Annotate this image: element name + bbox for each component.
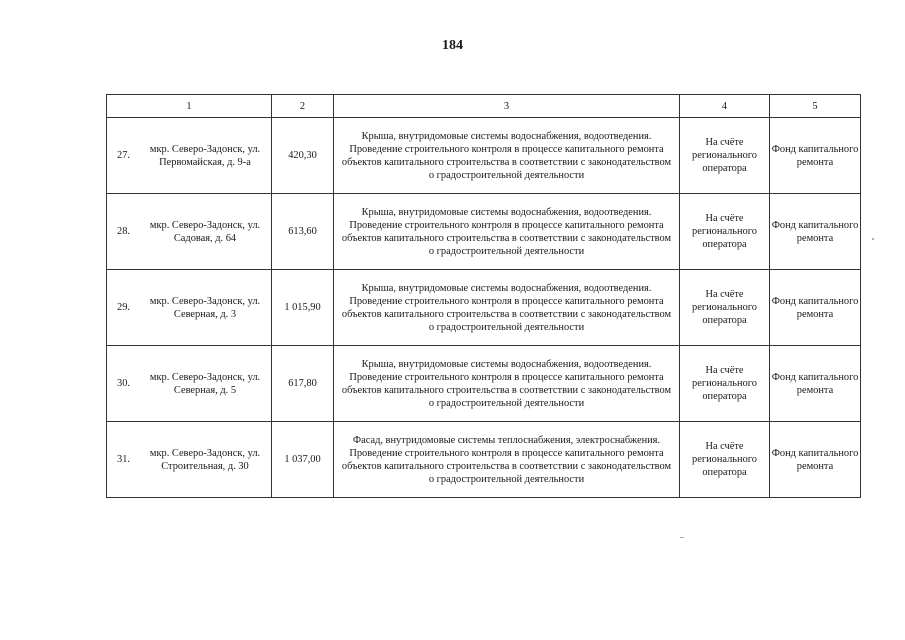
address: мкр. Северо-Задонск, ул. Строительная, д. 30 <box>149 447 261 472</box>
works-description: Крыша, внутридомовые системы водоснабжения, водоотведения. Проведение строительного контроля в процессе капитального ремонта объектов капитального строительства в соответствии с законодательством о градостроительной деятельности <box>334 270 680 346</box>
scan-speck <box>680 537 684 538</box>
row-number: 28. <box>117 226 130 237</box>
table-row <box>107 346 861 422</box>
address: мкр. Северо-Задонск, ул. Садовая, д. 64 <box>149 219 261 244</box>
funding-source: На счёте регионального оператора <box>680 270 770 346</box>
area: 420,30 <box>272 118 334 194</box>
address-cell <box>107 118 272 194</box>
area: 617,80 <box>272 346 334 422</box>
address: мкр. Северо-Задонск, ул. Первомайская, д. 9-а <box>149 143 261 168</box>
works-description: Крыша, внутридомовые системы водоснабжения, водоотведения. Проведение строительного контроля в процессе капитального ремонта объектов капитального строительства в соответствии с законодательством о градостроительной деятельности <box>334 118 680 194</box>
address: мкр. Северо-Задонск, ул. Северная, д. 5 <box>149 371 261 396</box>
address-cell <box>107 194 272 270</box>
area: 1 037,00 <box>272 422 334 498</box>
header-row <box>107 95 861 118</box>
scan-speck <box>872 238 874 240</box>
header-col-4: 4 <box>680 95 770 118</box>
fund: Фонд капитального ремонта <box>770 118 861 194</box>
fund: Фонд капитального ремонта <box>770 346 861 422</box>
table-row <box>107 194 861 270</box>
fund: Фонд капитального ремонта <box>770 270 861 346</box>
works-description: Фасад, внутридомовые системы теплоснабжения, электроснабжения. Проведение строительного контроля в процессе капитального ремонта объектов капитального строительства в соответствии с законодательством о градостроительной деятельности <box>334 422 680 498</box>
address-cell <box>107 346 272 422</box>
page-number: 184 <box>442 38 463 53</box>
address-cell <box>107 422 272 498</box>
row-number: 27. <box>117 150 130 161</box>
address: мкр. Северо-Задонск, ул. Северная, д. 3 <box>149 295 261 320</box>
works-table <box>106 94 861 498</box>
area: 613,60 <box>272 194 334 270</box>
table-row <box>107 118 861 194</box>
table-row <box>107 422 861 498</box>
row-number: 29. <box>117 302 130 313</box>
address-cell <box>107 270 272 346</box>
row-number: 31. <box>117 454 130 465</box>
works-description: Крыша, внутридомовые системы водоснабжения, водоотведения. Проведение строительного контроля в процессе капитального ремонта объектов капитального строительства в соответствии с законодательством о градостроительной деятельности <box>334 194 680 270</box>
fund: Фонд капитального ремонта <box>770 422 861 498</box>
funding-source: На счёте регионального оператора <box>680 194 770 270</box>
area: 1 015,90 <box>272 270 334 346</box>
funding-source: На счёте регионального оператора <box>680 118 770 194</box>
header-col-2: 2 <box>272 95 334 118</box>
table-row <box>107 270 861 346</box>
funding-source: На счёте регионального оператора <box>680 346 770 422</box>
fund: Фонд капитального ремонта <box>770 194 861 270</box>
row-number: 30. <box>117 378 130 389</box>
funding-source: На счёте регионального оператора <box>680 422 770 498</box>
works-description: Крыша, внутридомовые системы водоснабжения, водоотведения. Проведение строительного контроля в процессе капитального ремонта объектов капитального строительства в соответствии с законодательством о градостроительной деятельности <box>334 346 680 422</box>
header-col-5: 5 <box>770 95 861 118</box>
header-col-3: 3 <box>334 95 680 118</box>
header-col-1: 1 <box>107 95 272 118</box>
